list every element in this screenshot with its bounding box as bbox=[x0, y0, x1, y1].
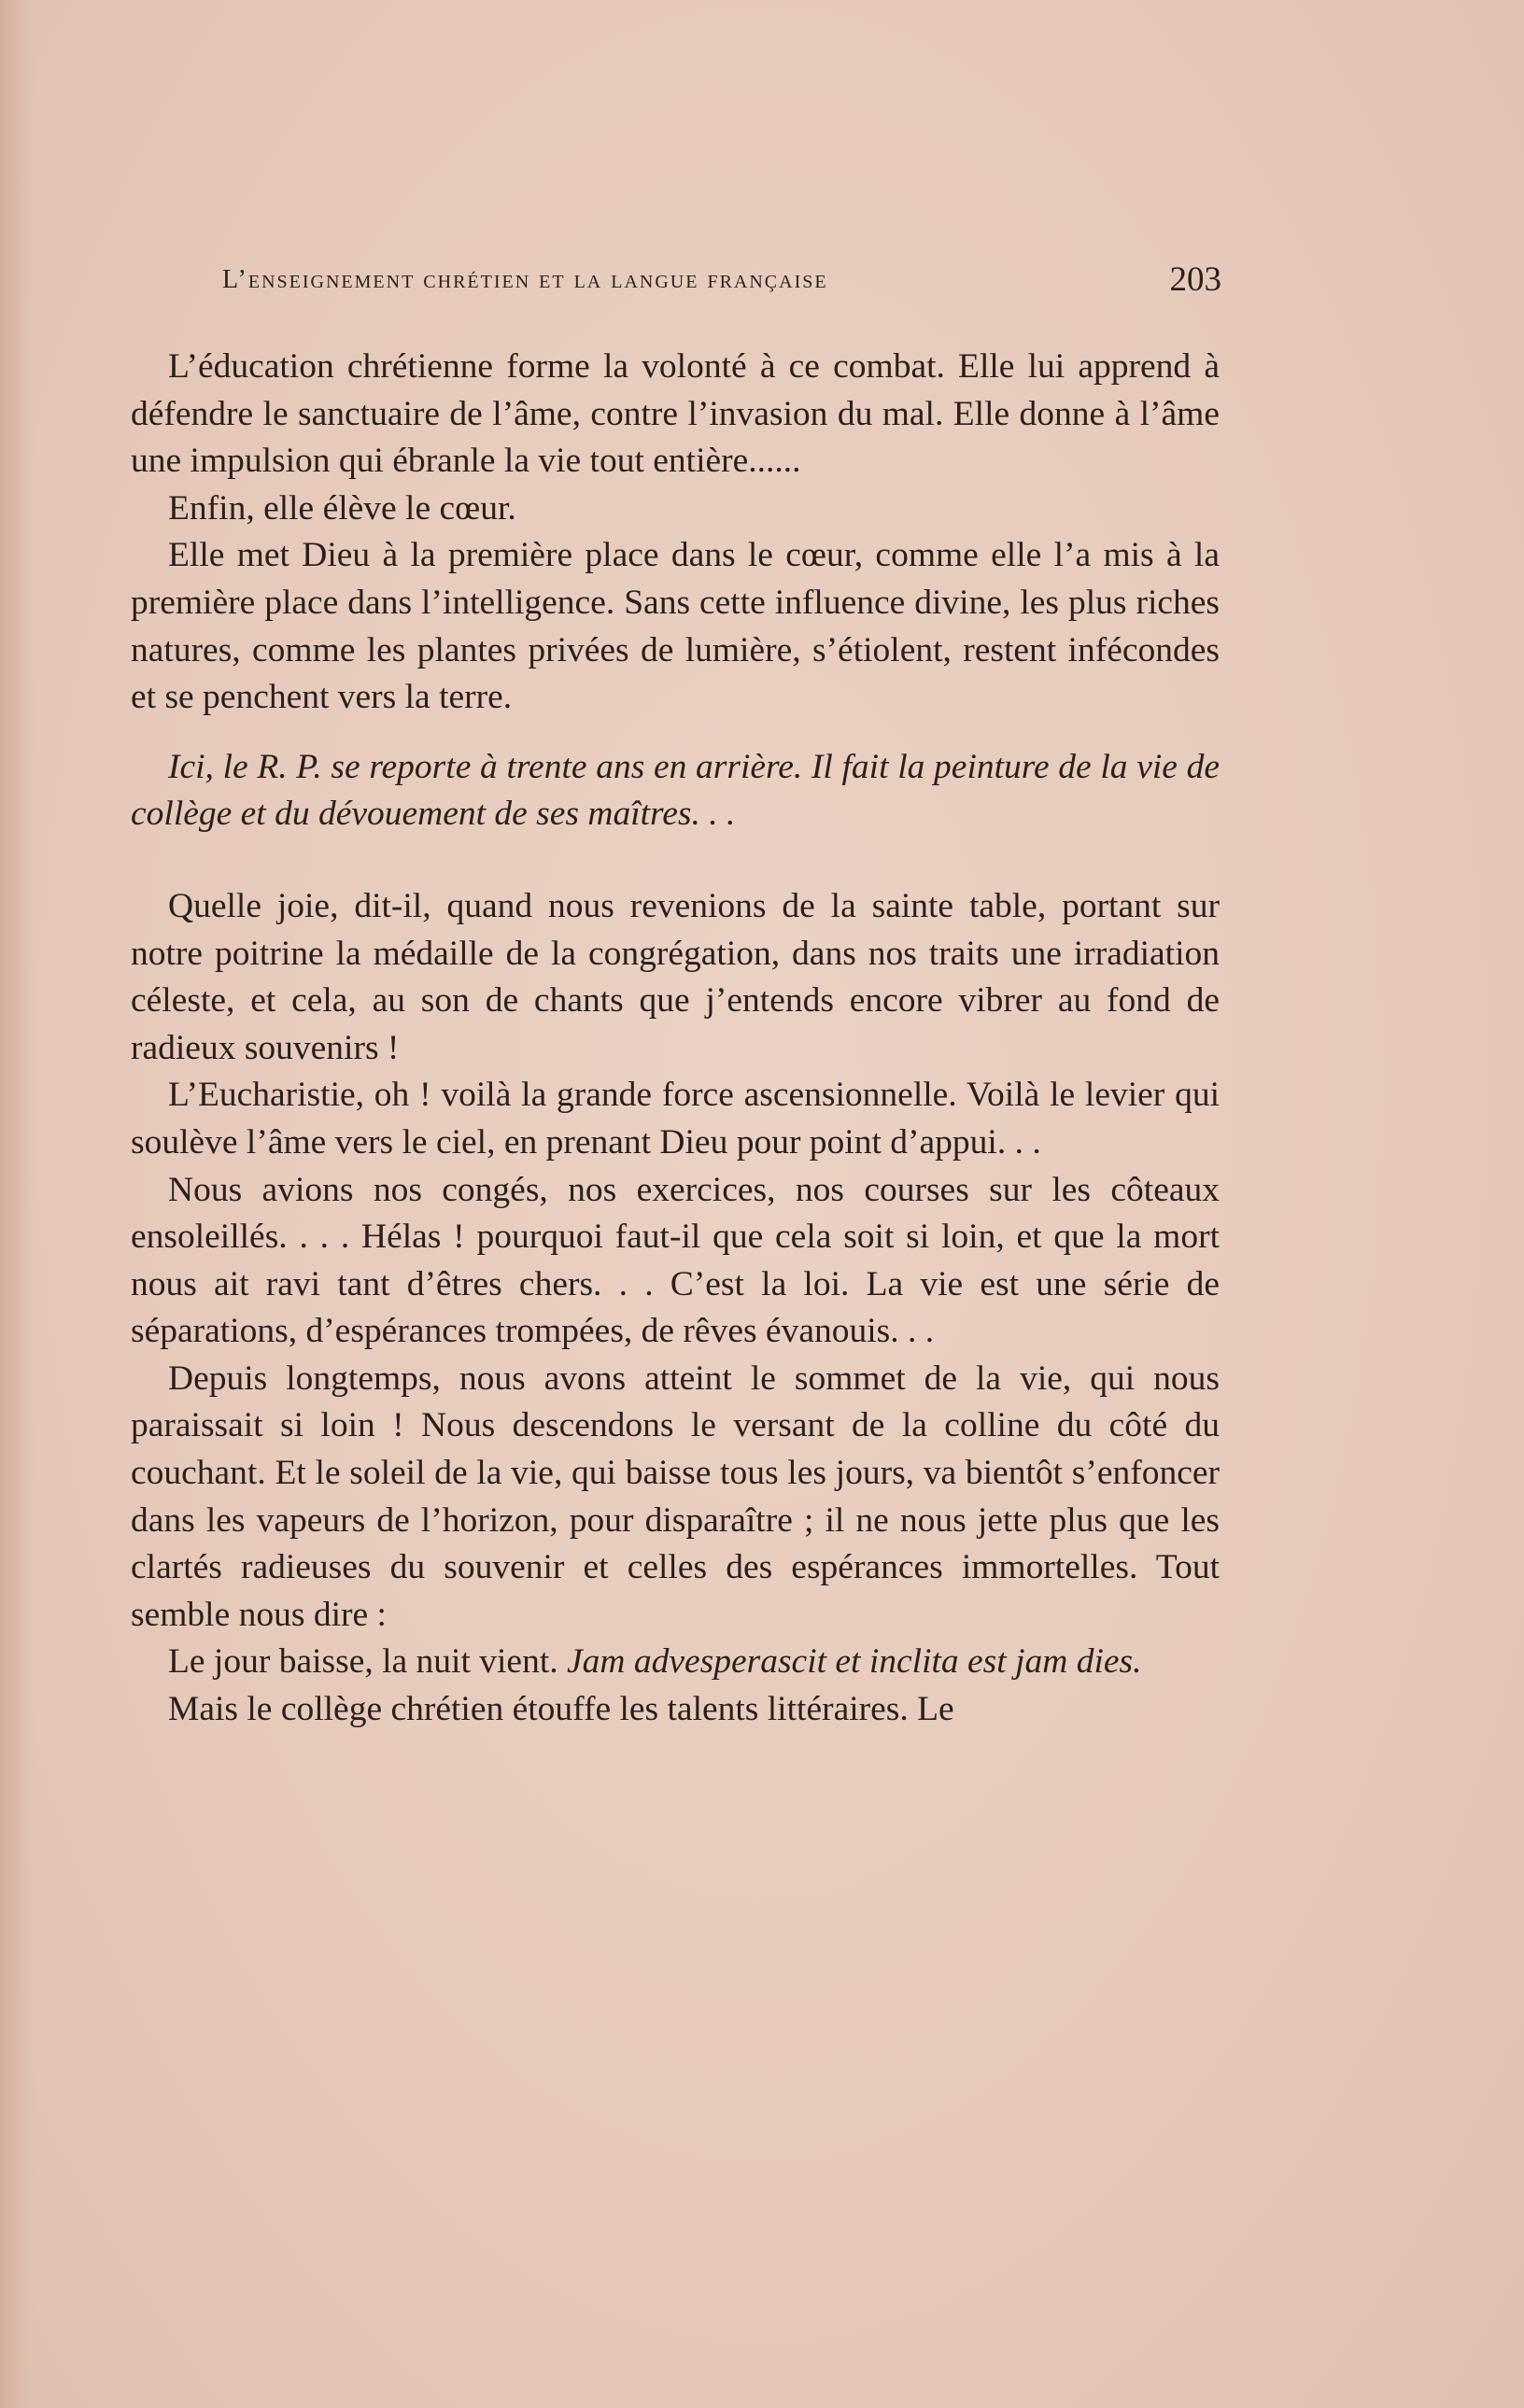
body-text bbox=[131, 344, 1220, 1734]
paragraph-6: L’Eucharistie, oh ! voilà la grande force ascensionnelle. Voilà le levier qui soulève l’âme vers le ciel, en prenant Dieu pour point d’appui. . . bbox=[131, 1076, 1220, 1162]
latin-quote: Jam advesperascit et inclita est jam dies. bbox=[566, 1642, 1142, 1682]
running-title: L’enseignement chrétien et la langue française bbox=[222, 265, 828, 294]
paragraph-10: Mais le collège chrétien étouffe les talents littéraires. Le bbox=[168, 1690, 954, 1729]
paragraph-7: Nous avions nos congés, nos exercices, nos courses sur les côteaux ensoleillés. . . . Hélas ! pourquoi faut-il que cela soit si loin, et que la mort nous ait ravi tant d’êtres chers. . . C’est la loi. La vie est une série de séparations, d’espérances trompées, de rêves évanouis. . . bbox=[131, 1170, 1220, 1351]
paragraph-2: Enfin, elle élève le cœur. bbox=[168, 488, 516, 528]
paragraph-8: Depuis longtemps, nous avons atteint le sommet de la vie, qui nous paraissait si loin ! Nous descendons le versant de la colline du côté du couchant. Et le soleil de la vie, qui baisse tous les jours, va bientôt s’enfoncer dans les vapeurs de l’horizon, pour disparaître ; il ne nous jette plus que les clartés radieuses du souvenir et celles des espérances immortelles. Tout semble nous dire : bbox=[131, 1359, 1220, 1634]
editorial-note: Ici, le R. P. se reporte à trente ans en arrière. Il fait la peinture de la vie de collège et du dévouement de ses maîtres. . . bbox=[131, 747, 1220, 834]
paragraph-9 bbox=[131, 1639, 1220, 1686]
paragraph-3: Elle met Dieu à la première place dans le cœur, comme elle l’a mis à la première place dans l’intelligence. Sans cette influence divine, les plus riches natures, comme les plantes privées de lumière, s’étiolent, restent infécondes et se penchent vers la terre. bbox=[131, 536, 1220, 717]
running-head bbox=[222, 260, 1221, 306]
binding-shadow bbox=[0, 0, 34, 2408]
paragraph-9-roman: Le jour baisse, la nuit vient. bbox=[168, 1642, 558, 1682]
paragraph-1: L’éducation chrétienne forme la volonté à ce combat. Elle lui apprend à défendre le sanctuaire de l’âme, contre l’invasion du mal. Elle donne à l’âme une impulsion qui ébranle la vie tout entière...... bbox=[131, 347, 1220, 481]
page-number: 203 bbox=[1169, 261, 1221, 299]
paragraph-5: Quelle joie, dit-il, quand nous revenions de la sainte table, portant sur notre poitrine la médaille de la congrégation, dans nos traits une irradiation céleste, et cela, au son de chants que j’entends encore vibrer au fond de radieux souvenirs ! bbox=[131, 886, 1220, 1067]
